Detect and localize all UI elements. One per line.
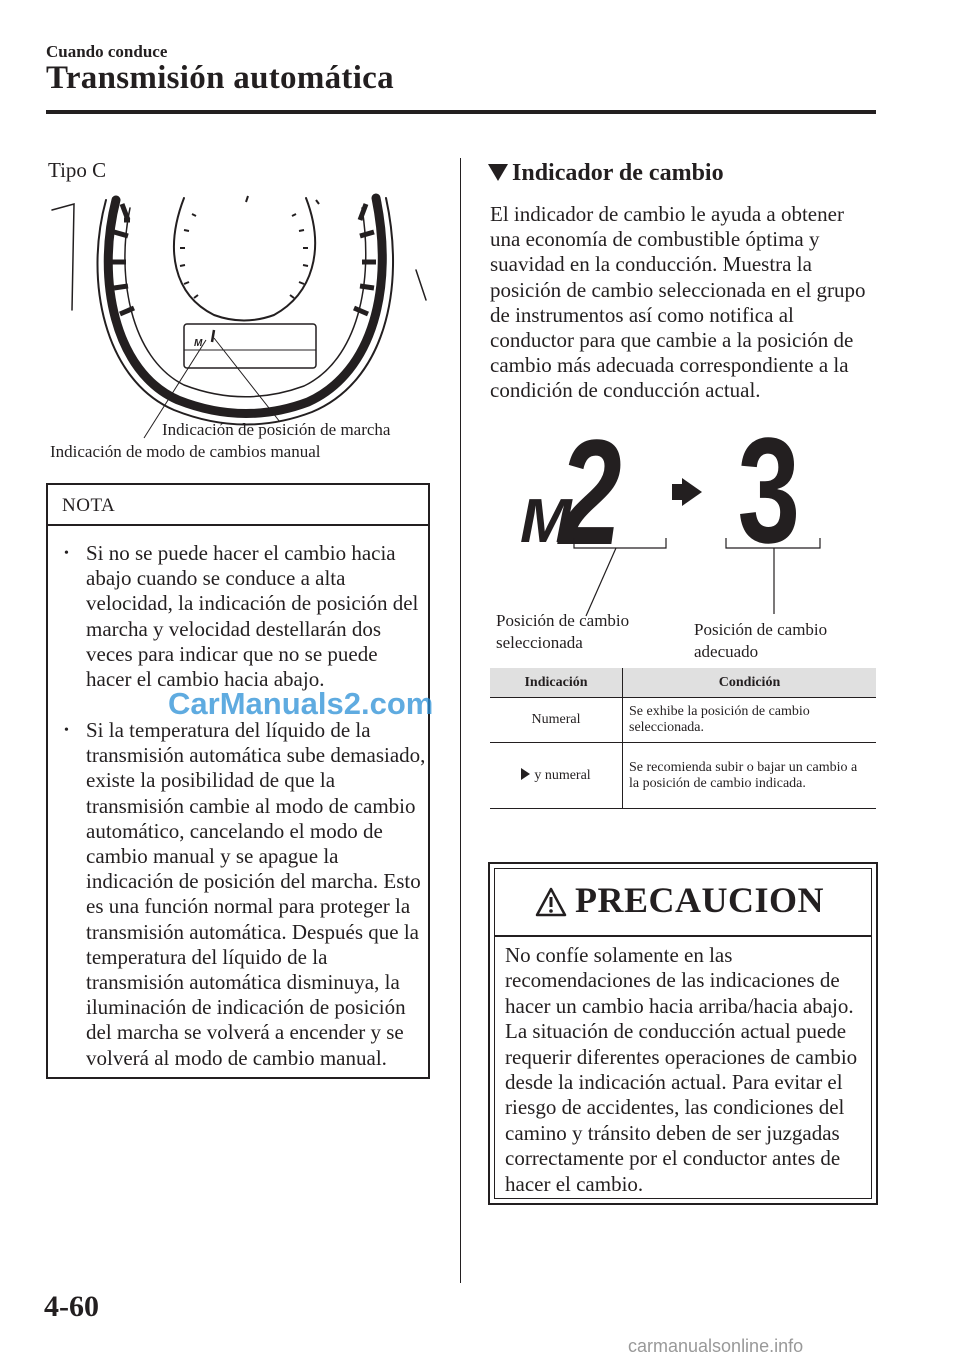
type-label: Tipo C: [48, 158, 107, 182]
nota-item: [64, 718, 426, 1071]
mode-letter: M: [520, 487, 572, 556]
current-gear-digit: 2: [559, 420, 622, 577]
selected-position-label-2: seleccionada: [496, 633, 583, 652]
table-header-row: [490, 668, 876, 698]
nota-heading: NOTA: [62, 495, 116, 516]
caution-inner: [494, 868, 872, 1199]
bullet-icon: •: [64, 546, 69, 561]
column-header: Indicación: [490, 668, 623, 698]
page-number: 4-60: [44, 1290, 99, 1323]
condition-cell: Se recomienda subir o bajar un cambio a la posición de cambio indicada.: [623, 743, 877, 809]
mode-letter-small: M: [194, 338, 203, 349]
arrow-right-icon: [682, 478, 702, 506]
indication-table: [490, 668, 876, 809]
gear-position-label: Indicación de posición de marcha: [162, 420, 391, 439]
bullet-icon: •: [64, 723, 69, 738]
nota-box: [46, 483, 430, 1079]
caution-title: PRECAUCION: [575, 880, 825, 920]
indication-cell: [490, 743, 623, 809]
column-header: Condición: [623, 668, 877, 698]
caution-header: [495, 869, 871, 937]
header-rule: [46, 110, 876, 114]
triangle-down-icon: [488, 164, 508, 181]
manual-mode-label: Indicación de modo de cambios manual: [50, 442, 321, 461]
section-title-text: Indicador de cambio: [512, 160, 724, 186]
table-row: [490, 743, 876, 809]
indication-cell: Numeral: [490, 698, 623, 743]
caution-box: [488, 862, 878, 1205]
arrow-right-icon: [521, 768, 530, 780]
caution-text: No confíe solamente en las recomendaciones de las indicaciones de hacer un cambio hacia arriba/hacia abajo. La situación de conducción actual puede requerir diferentes operaciones de cambio desde la indicación actual. Para evitar el riesgo de accidentes, las condiciones del camino y tránsito deben de ser juzgadas correctamente por el conductor antes de hacer el cambio.: [505, 943, 858, 1196]
intro-paragraph: El indicador de cambio le ayuda a obtener una economía de combustible óptima y suavidad en la conducción. Muestra la posición de cambio seleccionada en el grupo de instrumentos así como notifica al conductor para que cambie a la posición de cambio más adecuada correspondiente a la condición de conducción actual.: [490, 202, 866, 403]
column-divider: [460, 158, 461, 1283]
suitable-position-label-2: adecuado: [694, 642, 759, 661]
nota-item-text: Si no se puede hacer el cambio hacia abajo cuando se conduce a alta velocidad, la indicación de posición del marcha y velocidad destellarán dos veces para indicar que no se puede hacer el cambio hacia abajo.: [86, 541, 419, 692]
target-gear-digit: 3: [737, 420, 801, 575]
page-title: Transmisión automática: [46, 60, 394, 96]
shift-indicator-illustration: [490, 420, 876, 620]
selected-position-label-1: Posición de cambio: [496, 611, 630, 630]
table-row: [490, 698, 876, 743]
warning-triangle-icon: [535, 887, 567, 917]
section-title: [488, 160, 724, 187]
watermark-site: carmanualsonline.info: [628, 1336, 804, 1356]
suitable-position-label-1: Posición de cambio: [694, 620, 828, 639]
watermark-overlay: CarManuals2.com: [168, 686, 434, 721]
section-label: Cuando conduce: [46, 42, 168, 61]
nota-item: [64, 541, 426, 692]
condition-cell: Se exhibe la posición de cambio seleccionada.: [623, 698, 877, 743]
indication-text: y numeral: [534, 767, 591, 783]
nota-item-text: Si la temperatura del líquido de la transmisión automática sube demasiado, existe la posibilidad de que la transmisión cambie al modo de cambio automático, cancelando el modo de cambio manual y se apague la indicación de posición del marcha. Esto es una función normal para proteger la transmisión automática. Después que la temperatura del líquido de la transmisión automática disminuya, la iluminación de indicación de posición del marcha se volverá a encender y se volverá al modo de cambio manual.: [86, 718, 426, 1070]
nota-header: [48, 485, 428, 526]
